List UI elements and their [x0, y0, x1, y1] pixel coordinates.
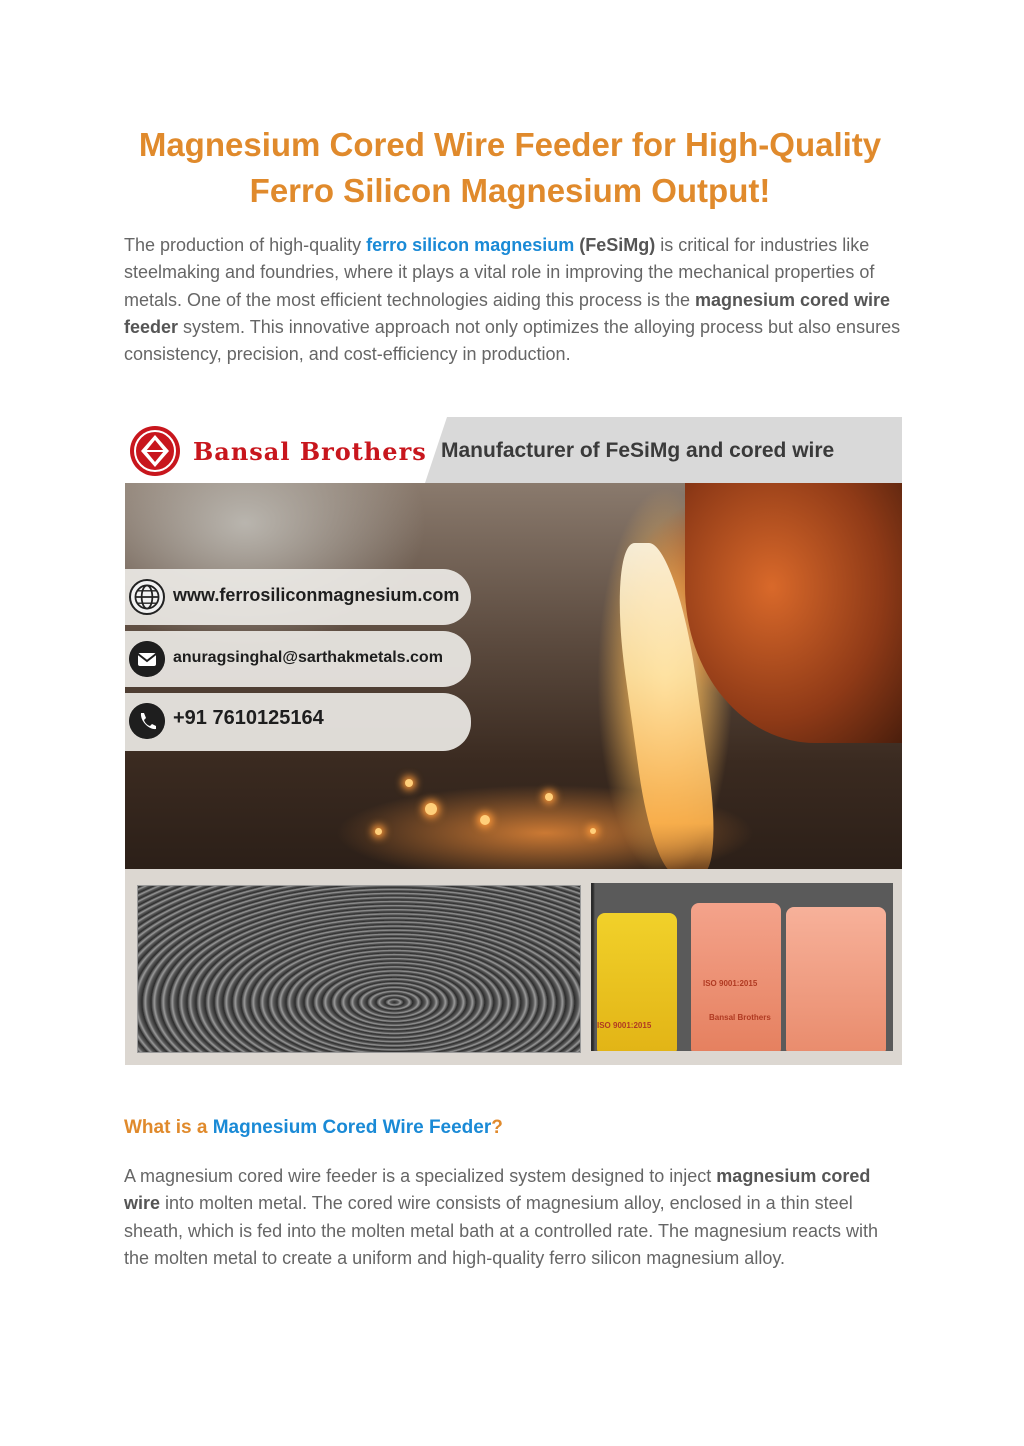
- ladle-shape: [685, 483, 902, 743]
- section-text-2: into molten metal. The cored wire consists of magnesium alloy, enclosed in a thin steel sheath, which is fed into the molten metal bath at a controlled rate. The magnesium reacts with the molten metal to create a uniform and high-quality ferro silicon magnesium alloy.: [124, 1193, 879, 1268]
- orange-bag: [691, 903, 781, 1051]
- email-text: anuragsinghal@sarthakmetals.com: [173, 649, 443, 666]
- section-bold-cored-wire: magnesium cored wire: [124, 1166, 871, 1214]
- molten-metal-photo: [125, 483, 902, 883]
- product-photos-panel: [125, 869, 902, 1065]
- intro-bold-feeder: magnesium cored wire feeder: [124, 289, 891, 337]
- promo-banner-image: [125, 417, 902, 1065]
- page-title: [100, 122, 920, 214]
- phone-text: +91 7610125164: [173, 707, 324, 729]
- spark: [425, 803, 437, 815]
- brand-name: Bansal Brothers: [193, 437, 427, 466]
- website-pill: [125, 569, 471, 625]
- spark: [545, 793, 553, 801]
- intro-bold-fesimg: (FeSiMg): [574, 235, 656, 255]
- spark: [375, 828, 382, 835]
- website-text: www.ferrosiliconmagnesium.com: [173, 585, 460, 605]
- title-line-2: Ferro Silicon Magnesium Output!: [249, 172, 771, 209]
- banner-tagline: Manufacturer of FeSiMg and cored wire: [441, 439, 835, 462]
- ferro-silicon-magnesium-link[interactable]: ferro silicon magnesium: [366, 235, 575, 255]
- intro-text-1: The production of high-quality: [124, 235, 367, 255]
- spark: [405, 779, 413, 787]
- spark: [480, 815, 490, 825]
- phone-icon: [129, 703, 165, 739]
- section-heading-pre: What is a: [124, 1117, 213, 1138]
- fesimg-bags-photo: [591, 883, 893, 1051]
- phone-pill: [125, 693, 471, 751]
- banner-header: [125, 417, 902, 483]
- cored-wire-coil-photo: [137, 885, 581, 1053]
- section-paragraph: [124, 1163, 904, 1272]
- brand-logo-icon: [129, 425, 181, 477]
- section-heading-post: ?: [491, 1117, 503, 1138]
- bag-label: Bansal Brothers: [709, 1013, 771, 1022]
- section-heading: [124, 1117, 503, 1139]
- mail-icon: [129, 641, 165, 677]
- globe-icon: [129, 579, 165, 615]
- email-pill: [125, 631, 471, 687]
- yellow-bag: [597, 913, 677, 1051]
- title-line-1: Magnesium Cored Wire Feeder for High-Quality: [138, 126, 882, 163]
- bag-label: ISO 9001:2015: [597, 1021, 652, 1030]
- intro-text-3: system. This innovative approach not only optimizes the alloying process but also ensures consistency, precision, and cost-efficiency in production.: [124, 316, 901, 365]
- intro-paragraph: [124, 232, 904, 368]
- section-text-1: A magnesium cored wire feeder is a specialized system designed to inject: [124, 1166, 717, 1186]
- spark: [590, 828, 596, 834]
- orange-bag: [786, 907, 886, 1051]
- bag-label: ISO 9001:2015: [703, 979, 758, 988]
- magnesium-cored-wire-feeder-link[interactable]: Magnesium Cored Wire Feeder: [212, 1117, 492, 1138]
- intro-text-2: is critical for industries like steelmaking and foundries, where it plays a vital role in improving the mechanical properties of metals. One of the most efficient technologies aiding this process is the: [124, 235, 875, 310]
